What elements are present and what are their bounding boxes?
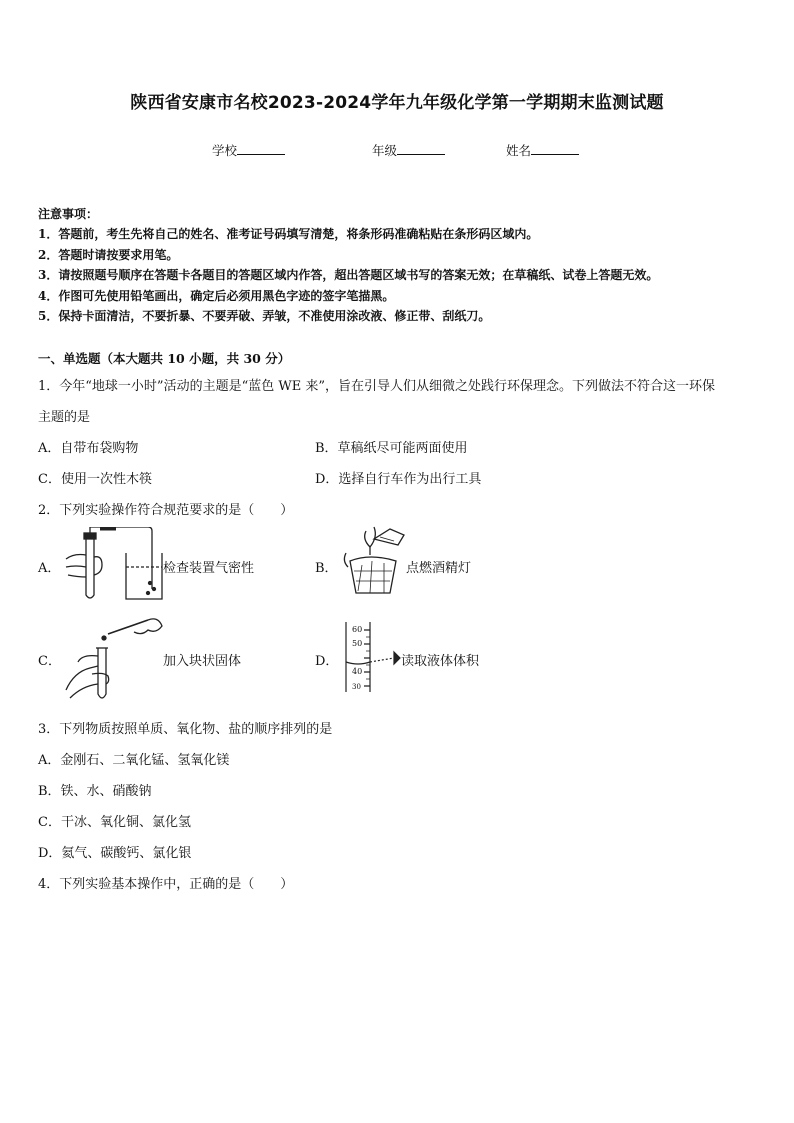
notice-item: 4．作图可先使用铅笔画出，确定后必须用黑色字迹的签字笔描黑。 [38,289,395,303]
q2-caption-d: 读取液体体积 [401,654,480,669]
q3-option-d[interactable]: D．氦气、碳酸钙、氯化银 [38,846,192,861]
q2-caption-a: 检查装置气密性 [163,561,255,576]
question-2-stem: 2．下列实验操作符合规范要求的是（ ） [38,503,294,518]
school-label: 学校 [212,143,238,158]
q3-option-b[interactable]: B．铁、水、硝酸钠 [38,784,152,799]
question-3-stem: 3．下列物质按照单质、氧化物、盐的顺序排列的是 [38,722,333,737]
notice-item: 2．答题时请按要求用笔。 [38,248,179,262]
name-blank[interactable] [531,142,579,155]
q1-option-a[interactable]: A．自带布袋购物 [38,441,139,456]
cylinder-mark-60: 60 [352,625,363,634]
notice-item: 1．答题前，考生先将自己的姓名、准考证号码填写清楚，将条形码准确粘贴在条形码区域内。 [38,227,539,241]
q1-option-c[interactable]: C．使用一次性木筷 [38,472,152,487]
q2-option-c-label[interactable]: C． [38,654,61,669]
school-field[interactable] [212,141,285,159]
grade-blank[interactable] [397,142,445,155]
q3-option-a[interactable]: A．金刚石、二氧化锰、氢氧化镁 [38,753,230,768]
q2-option-b-label[interactable]: B． [315,561,338,576]
cylinder-mark-40: 40 [352,667,363,676]
name-label: 姓名 [506,143,532,158]
question-4-stem: 4．下列实验基本操作中，正确的是（ ） [38,877,294,892]
airtightness-check-figure [60,527,164,603]
reading-cylinder-volume-figure [340,622,404,694]
notice-heading: 注意事项： [38,207,99,221]
school-blank[interactable] [237,142,285,155]
q2-caption-b: 点燃酒精灯 [406,561,472,576]
q2-option-d-label[interactable]: D． [315,654,339,669]
section-heading: 一、单选题（本大题共 10 小题，共 30 分） [38,351,291,366]
grade-label: 年级 [372,143,398,158]
page-title: 陕西省安康市名校2023-2024学年九年级化学第一学期期末监测试题 [130,93,664,113]
q3-option-c[interactable]: C．干冰、氧化铜、氯化氢 [38,815,191,830]
q2-caption-c: 加入块状固体 [163,654,242,669]
adding-solid-to-test-tube-figure [62,612,164,704]
name-field[interactable] [506,141,579,159]
q1-option-d[interactable]: D．选择自行车作为出行工具 [315,472,482,487]
cylinder-mark-50: 50 [352,639,363,648]
cylinder-mark-30: 30 [352,683,361,691]
lighting-alcohol-lamp-figure [340,525,406,597]
notice-item: 3．请按照题号顺序在答题卡各题目的答题区域内作答，超出答题区域书写的答案无效；在草稿纸、试卷上答题无效。 [38,268,659,282]
notice-item: 5．保持卡面清洁，不要折暴、不要弄破、弄皱，不准使用涂改液、修正带、刮纸刀。 [38,309,491,323]
question-1-stem: 1．今年“地球一小时”活动的主题是“蓝色 WE 来”，旨在引导人们从细微之处践行环保理念。下列做法不符合这一环保 [38,379,715,394]
grade-field[interactable] [372,141,445,159]
q1-option-b[interactable]: B．草稿纸尽可能两面使用 [315,441,468,456]
question-1-stem-cont: 主题的是 [38,410,91,425]
q2-option-a-label[interactable]: A． [38,561,61,576]
